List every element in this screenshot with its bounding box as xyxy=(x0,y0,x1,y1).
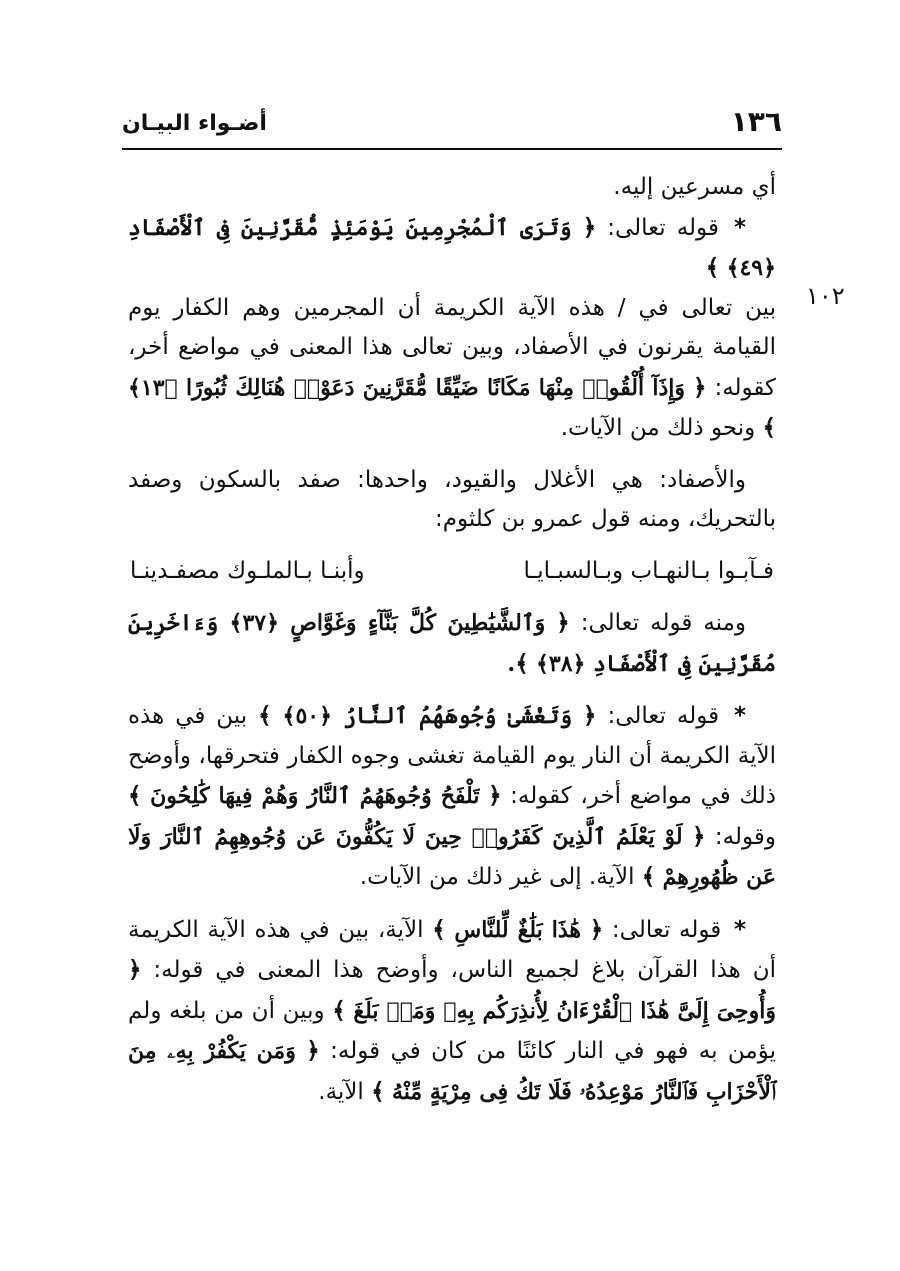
poem-verse xyxy=(128,552,776,592)
quran-bracket-open: ﴿ xyxy=(589,915,604,943)
section-star-marker: * xyxy=(733,916,747,943)
quran-verse: هَٰذَا بَلَٰغٌ لِّلنَّاسِ xyxy=(454,916,582,943)
quran-bracket-open: ﴿ xyxy=(691,822,706,850)
section-star-marker: * xyxy=(734,214,747,241)
paragraph-text: ومنه قوله تعالى: xyxy=(580,610,747,636)
paragraph-text: ونحو ذلك من الآيات. xyxy=(560,415,756,441)
paragraph-spacer xyxy=(128,591,776,603)
quran-verse: وَتَغْشَىٰ وُجُوهَهُمُ ٱلنَّارُ ﴿٥٠﴾ xyxy=(282,703,573,729)
header-divider xyxy=(122,148,782,150)
paragraph xyxy=(128,289,776,449)
quran-bracket-open: ﴿ xyxy=(306,1037,320,1064)
section-paragraph xyxy=(128,696,776,898)
paragraph-text: والأصفاد: هي الأغلال والقيود، واحدها: صفد بالسكون وصفد بالتحريك، ومنه قول عمرو بن كلثوم: xyxy=(128,466,776,532)
poem-second-hemistich: وأبنـا بـالملـوك مصفـدينـا xyxy=(130,557,365,584)
paragraph-spacer xyxy=(128,898,776,910)
page-body xyxy=(128,168,776,1112)
paragraph xyxy=(128,603,776,684)
quran-bracket-open: ﴿ xyxy=(693,373,707,401)
paragraph-spacer xyxy=(128,684,776,696)
paragraph-text: الآية. إلى غير ذلك من الآيات. xyxy=(359,864,635,890)
quran-bracket-open: ﴿ xyxy=(582,213,597,241)
page-header xyxy=(122,92,782,142)
paragraph xyxy=(128,168,776,208)
quran-verse: وَتَرَى ٱلْمُجْرِمِينَ يَوْمَئِذٍ مُّقَرَّنِينَ فِى ٱلْأَصْفَادِ ﴿٤٩﴾ xyxy=(128,214,776,281)
quran-bracket-open: ﴿ xyxy=(583,702,597,729)
quran-bracket-close: ﴾ xyxy=(258,702,272,729)
quran-bracket-close: ﴾ xyxy=(432,915,446,943)
quran-verse: وَإِذَآ أُلْقُوا۟ مِنْهَا مَكَانًا ضَيِّقًا مُّقَرَّنِينَ دَعَوْا۟ هُنَالِكَ ثُبُورًا ﴿١٣﴾ xyxy=(128,374,686,401)
margin-page-reference: ١٠٢ xyxy=(806,282,845,310)
quran-verse: وَمَن يَكْفُرْ بِهِۦ مِنَ ٱلْأَحْزَابِ فَٱلنَّارُ مَوْعِدُهُۥ فَلَا تَكُ فِى مِرْيَةٍ مِّنْهُ xyxy=(128,1038,776,1105)
quran-bracket-close: ﴾ xyxy=(762,414,776,441)
quran-bracket-close: ﴾ xyxy=(332,996,346,1024)
section-paragraph xyxy=(128,910,776,1113)
quran-bracket-close: ﴾ xyxy=(705,254,720,281)
page-number: ١٣٦ xyxy=(730,105,782,138)
paragraph-text: وقوله: xyxy=(714,823,776,850)
paragraph-text: الآية. xyxy=(318,1078,364,1105)
quran-bracket-close: ﴾ xyxy=(128,782,142,809)
poem-first-hemistich: فـآبـوا بـالنهـاب وبـالسبـايـا xyxy=(523,557,774,584)
paragraph xyxy=(128,461,776,540)
quran-bracket-close: ﴾ xyxy=(641,863,656,890)
paragraph-text: قوله تعالى: xyxy=(607,703,720,729)
section-paragraph xyxy=(128,208,776,289)
paragraph-text: قوله تعالى: xyxy=(607,214,719,241)
quran-bracket-close: ﴾ xyxy=(371,1077,385,1105)
section-star-marker: * xyxy=(734,703,747,729)
paragraph-text: بين تعالى في / هذه الآية الكريمة أن المجرمين وهم الكفار يوم القيامة يقرنون في الأصفاد، وبين تعالى هذا المعنى في مواضع أخر، كقوله: xyxy=(128,294,777,401)
quran-bracket-open: ﴿ xyxy=(488,782,502,809)
paragraph-spacer xyxy=(128,540,776,552)
quran-verse: لَوْ يَعْلَمُ ٱلَّذِينَ كَفَرُوا۟ حِينَ لَا يَكُفُّونَ عَن وُجُوهِهِمُ ٱلنَّارَ وَلَا عَن ظُهُورِهِمْ xyxy=(128,823,776,890)
paragraph-text: قوله تعالى: xyxy=(611,916,722,943)
quran-verse: وَأُوحِىَ إِلَىَّ هَٰذَا ٱلْقُرْءَانُ لِأُنذِرَكُم بِهِۦ وَمَنۢ بَلَغَ xyxy=(353,997,777,1024)
paragraph-text: أي مسرعين إليه. xyxy=(613,174,776,200)
paragraph-spacer xyxy=(128,449,776,461)
quran-bracket-open: ﴿ xyxy=(556,609,570,636)
quran-verse: تَلْفَحُ وُجُوهَهُمُ ٱلنَّارُ وَهُمْ فِيهَا كَٰلِحُونَ xyxy=(150,783,480,809)
quran-bracket-close: ﴾. xyxy=(507,649,529,677)
paragraph-text: وبين أن من بلغه ولم يؤمن به فهو في النار كائنًا من كان في قوله: xyxy=(128,997,777,1064)
quran-verse: وَٱلشَّيَٰطِينَ كُلَّ بَنَّآءٍ وَغَوَّاصٍ ﴿٣٧﴾ وَءَاخَرِينَ مُقَرَّنِينَ فِى ٱلْأَصْفَادِ ﴿٣٨﴾ xyxy=(128,610,776,677)
book-title: أضـواء البيـان xyxy=(122,111,267,136)
quran-bracket-open: ﴿ xyxy=(128,956,142,983)
paragraph-text: بين في هذه الآية الكريمة أن النار يوم القيامة تغشى وجوه الكفار فتحرقها، وأوضح ذلك في مواضع أخر، كقوله: xyxy=(128,703,777,809)
paragraph-text: الآية، بين في هذه الآية الكريمة أن هذا القرآن بلاغ لجميع الناس، وأوضح هذا المعنى في قوله: xyxy=(128,916,777,983)
